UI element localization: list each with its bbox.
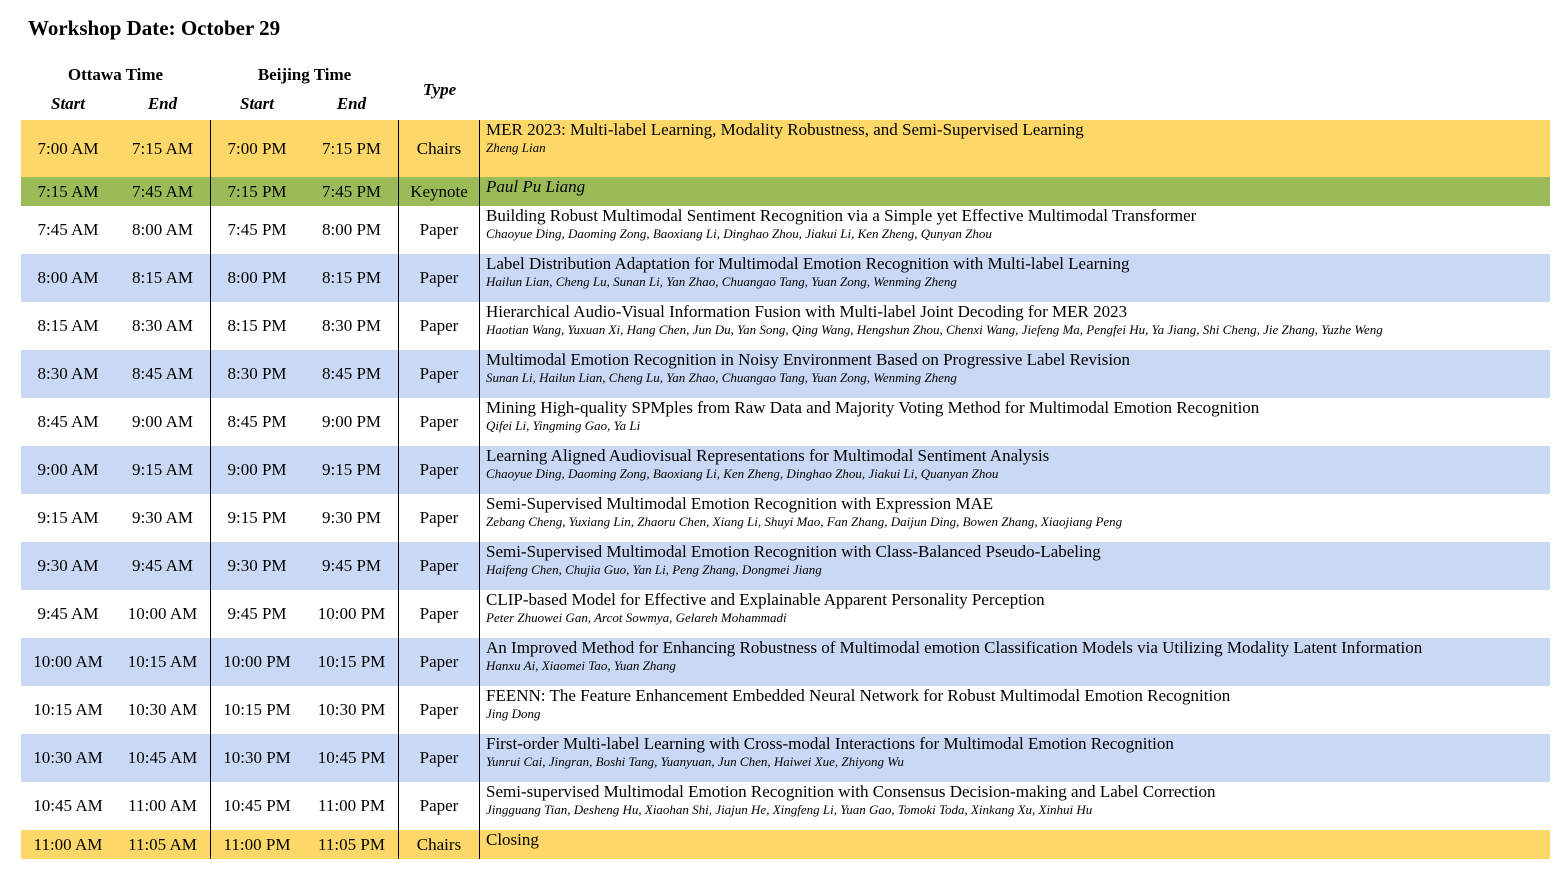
column-divider — [398, 120, 399, 859]
title-cell — [486, 398, 1550, 446]
beijing-start-cell: 10:30 PM — [223, 748, 291, 767]
title-cell — [486, 206, 1550, 254]
session-title: An Improved Method for Enhancing Robustness of Multimodal emotion Classification Models via Utilizing Modality Latent Information — [486, 638, 1423, 657]
session-title: First-order Multi-label Learning with Cross-modal Interactions for Multimodal Emotion Recognition — [486, 734, 1174, 753]
table-row — [21, 177, 1550, 206]
type-cell: Paper — [419, 796, 459, 815]
ottawa-end-cell: 9:00 AM — [132, 412, 193, 431]
type-cell: Keynote — [410, 181, 468, 201]
ottawa-end-cell: 9:30 AM — [132, 508, 193, 527]
ottawa-end-cell: 10:00 AM — [127, 604, 198, 623]
ottawa-time-header: Ottawa Time — [67, 65, 164, 84]
type-header: Type — [422, 80, 457, 99]
beijing-end-cell: 8:45 PM — [321, 364, 382, 383]
ottawa-start-cell: 9:45 AM — [37, 604, 99, 623]
table-row — [21, 638, 1550, 686]
type-cell: Paper — [419, 460, 459, 479]
type-cell: Paper — [419, 412, 459, 431]
ottawa-end-cell: 7:15 AM — [132, 138, 193, 158]
table-row — [21, 120, 1550, 177]
session-title: Building Robust Multimodal Sentiment Recognition via a Simple yet Effective Multimodal Transformer — [486, 206, 1197, 225]
ottawa-end-cell: 11:05 AM — [128, 834, 197, 854]
session-authors: Haotian Wang, Yuxuan Xi, Hang Chen, Jun Du, Yan Song, Qing Wang, Hengshun Zhou, Chenxi Wang, Jiefeng Ma, Pengfei Hu, Ya Jiang, Shi Cheng, Jie Zhang, Yuzhe Weng — [486, 322, 1383, 337]
ottawa-end-cell: 10:45 AM — [127, 748, 198, 767]
ottawa-start-cell: 10:30 AM — [33, 748, 103, 767]
session-authors: Hanxu Ai, Xiaomei Tao, Yuan Zhang — [486, 658, 676, 673]
page-title: Workshop Date: October 29 — [28, 16, 281, 40]
beijing-end-cell: 9:00 PM — [321, 412, 382, 431]
ottawa-start-cell: 10:45 AM — [33, 796, 103, 815]
ottawa-end-cell: 8:30 AM — [132, 316, 193, 335]
ottawa-start-cell: 9:30 AM — [37, 556, 99, 575]
beijing-start-cell: 10:00 PM — [223, 652, 291, 671]
table-row — [21, 782, 1550, 830]
beijing-start-cell: 9:15 PM — [227, 508, 287, 527]
table-row — [21, 350, 1550, 398]
table-row — [21, 734, 1550, 782]
beijing-end-cell: 10:15 PM — [317, 652, 386, 671]
title-cell — [486, 177, 1550, 206]
table-row — [21, 494, 1550, 542]
beijing-start-cell: 7:45 PM — [227, 220, 287, 239]
ottawa-start-cell: 7:45 AM — [37, 220, 99, 239]
ottawa-end-cell: 11:00 AM — [128, 796, 197, 815]
title-cell — [486, 446, 1550, 494]
ottawa-start-cell: 8:15 AM — [37, 316, 99, 335]
type-cell: Paper — [419, 748, 459, 767]
beijing-end-cell: 9:30 PM — [321, 508, 382, 527]
ottawa-start-cell: 8:30 AM — [37, 364, 99, 383]
session-authors: Zheng Lian — [486, 140, 546, 155]
ottawa-end-cell: 9:15 AM — [132, 460, 193, 479]
type-cell: Paper — [419, 508, 459, 527]
type-cell: Chairs — [416, 138, 462, 158]
beijing-end-cell: 11:05 PM — [318, 834, 385, 854]
title-cell — [486, 254, 1550, 302]
table-row — [21, 446, 1550, 494]
ottawa-start-cell: 8:00 AM — [37, 268, 99, 287]
beijing-time-header: Beijing Time — [257, 65, 352, 84]
table-row — [21, 686, 1550, 734]
session-title: Hierarchical Audio-Visual Information Fusion with Multi-label Joint Decoding for MER 2023 — [486, 302, 1128, 321]
title-cell — [486, 830, 1550, 859]
beijing-start-cell: 9:45 PM — [227, 604, 287, 623]
session-title: Multimodal Emotion Recognition in Noisy Environment Based on Progressive Label Revision — [486, 350, 1131, 369]
table-row — [21, 830, 1550, 859]
ottawa-start-cell: 10:00 AM — [33, 652, 103, 671]
session-title: Label Distribution Adaptation for Multimodal Emotion Recognition with Multi-label Learning — [486, 254, 1130, 273]
ottawa-start-cell: 9:00 AM — [37, 460, 99, 479]
beijing-start-cell: 11:00 PM — [223, 834, 291, 854]
beijing-start-cell: 9:30 PM — [227, 556, 287, 575]
beijing-end-cell: 8:00 PM — [321, 220, 382, 239]
title-cell — [486, 734, 1550, 782]
ottawa-start-header: Start — [50, 94, 86, 113]
type-cell: Paper — [419, 268, 459, 287]
title-cell — [486, 590, 1550, 638]
title-cell — [486, 542, 1550, 590]
beijing-start-cell: 7:00 PM — [227, 138, 287, 158]
session-title: Semi-Supervised Multimodal Emotion Recognition with Expression MAE — [486, 494, 994, 513]
beijing-end-cell: 7:15 PM — [321, 138, 382, 158]
beijing-end-header: End — [336, 94, 367, 113]
session-title: Closing — [486, 830, 539, 849]
table-row — [21, 302, 1550, 350]
table-row — [21, 542, 1550, 590]
ottawa-end-cell: 10:30 AM — [127, 700, 198, 719]
title-cell — [486, 638, 1550, 686]
session-title: Semi-supervised Multimodal Emotion Recognition with Consensus Decision-making and Label Correction — [486, 782, 1216, 801]
beijing-end-cell: 10:30 PM — [317, 700, 386, 719]
title-cell — [486, 302, 1550, 350]
table-row — [21, 206, 1550, 254]
beijing-end-cell: 9:15 PM — [321, 460, 382, 479]
schedule-table — [21, 120, 1550, 859]
beijing-start-cell: 10:15 PM — [223, 700, 291, 719]
ottawa-start-cell: 7:15 AM — [37, 181, 99, 201]
column-divider — [210, 120, 211, 859]
session-title: Paul Pu Liang — [486, 177, 586, 196]
session-authors: Yunrui Cai, Jingran, Boshi Tang, Yuanyuan, Jun Chen, Haiwei Xue, Zhiyong Wu — [486, 754, 904, 769]
ottawa-start-cell: 10:15 AM — [33, 700, 103, 719]
ottawa-end-header: End — [147, 94, 178, 113]
session-title: Mining High-quality SPMples from Raw Data and Majority Voting Method for Multimodal Emotion Recognition — [486, 398, 1260, 417]
type-cell: Paper — [419, 556, 459, 575]
beijing-start-cell: 10:45 PM — [223, 796, 291, 815]
beijing-start-cell: 9:00 PM — [227, 460, 287, 479]
type-cell: Paper — [419, 220, 459, 239]
beijing-start-cell: 7:15 PM — [227, 181, 287, 201]
beijing-end-cell: 10:00 PM — [317, 604, 386, 623]
table-row — [21, 590, 1550, 638]
ottawa-start-cell: 9:15 AM — [37, 508, 99, 527]
beijing-end-cell: 10:45 PM — [317, 748, 386, 767]
session-title: Semi-Supervised Multimodal Emotion Recognition with Class-Balanced Pseudo-Labeling — [486, 542, 1101, 561]
ottawa-end-cell: 10:15 AM — [127, 652, 198, 671]
session-title: MER 2023: Multi-label Learning, Modality Robustness, and Semi-Supervised Learning — [486, 120, 1084, 139]
title-cell — [486, 686, 1550, 734]
ottawa-end-cell: 7:45 AM — [132, 181, 193, 201]
type-cell: Paper — [419, 316, 459, 335]
beijing-end-cell: 11:00 PM — [318, 796, 385, 815]
type-cell: Paper — [419, 700, 459, 719]
beijing-start-cell: 8:45 PM — [227, 412, 287, 431]
type-cell: Paper — [419, 652, 459, 671]
session-authors: Chaoyue Ding, Daoming Zong, Baoxiang Li, Ken Zheng, Dinghao Zhou, Jiakui Li, Quanyan Zhou — [486, 466, 999, 481]
ottawa-start-cell: 8:45 AM — [37, 412, 99, 431]
title-cell — [486, 494, 1550, 542]
session-authors: Hailun Lian, Cheng Lu, Sunan Li, Yan Zhao, Chuangao Tang, Yuan Zong, Wenming Zheng — [486, 274, 957, 289]
beijing-start-cell: 8:30 PM — [227, 364, 287, 383]
type-cell: Paper — [419, 364, 459, 383]
beijing-end-cell: 7:45 PM — [321, 181, 382, 201]
session-authors: Jingguang Tian, Desheng Hu, Xiaohan Shi, Jiajun He, Xingfeng Li, Yuan Gao, Tomoki Toda, Xinkang Xu, Xinhui Hu — [486, 802, 1093, 817]
table-row — [21, 398, 1550, 446]
session-authors: Jing Dong — [486, 706, 541, 721]
session-title: Learning Aligned Audiovisual Representations for Multimodal Sentiment Analysis — [486, 446, 1050, 465]
beijing-end-cell: 8:30 PM — [321, 316, 382, 335]
session-authors: Sunan Li, Hailun Lian, Cheng Lu, Yan Zhao, Chuangao Tang, Yuan Zong, Wenming Zheng — [486, 370, 957, 385]
session-authors: Qifei Li, Yingming Gao, Ya Li — [486, 418, 641, 433]
title-cell — [486, 782, 1550, 830]
beijing-start-header: Start — [239, 94, 275, 113]
ottawa-end-cell: 8:15 AM — [132, 268, 193, 287]
ottawa-start-cell: 7:00 AM — [37, 138, 99, 158]
beijing-end-cell: 9:45 PM — [321, 556, 382, 575]
session-authors: Haifeng Chen, Chujia Guo, Yan Li, Peng Zhang, Dongmei Jiang — [486, 562, 822, 577]
column-divider — [479, 120, 480, 859]
type-cell: Chairs — [416, 834, 462, 854]
ottawa-start-cell: 11:00 AM — [33, 834, 103, 854]
ottawa-end-cell: 8:45 AM — [132, 364, 193, 383]
title-cell — [486, 350, 1550, 398]
session-authors: Peter Zhuowei Gan, Arcot Sowmya, Gelareh Mohammadi — [486, 610, 787, 625]
ottawa-end-cell: 9:45 AM — [132, 556, 193, 575]
beijing-end-cell: 8:15 PM — [321, 268, 382, 287]
title-cell — [486, 120, 1550, 177]
beijing-start-cell: 8:00 PM — [227, 268, 287, 287]
table-row — [21, 254, 1550, 302]
session-title: FEENN: The Feature Enhancement Embedded Neural Network for Robust Multimodal Emotion Recognition — [486, 686, 1231, 705]
type-cell: Paper — [419, 604, 459, 623]
session-authors: Chaoyue Ding, Daoming Zong, Baoxiang Li, Dinghao Zhou, Jiakui Li, Ken Zheng, Qunyan Zhou — [486, 226, 992, 241]
beijing-start-cell: 8:15 PM — [227, 316, 287, 335]
ottawa-end-cell: 8:00 AM — [132, 220, 193, 239]
session-authors: Zebang Cheng, Yuxiang Lin, Zhaoru Chen, Xiang Li, Shuyi Mao, Fan Zhang, Daijun Ding, Bowen Zhang, Xiaojiang Peng — [486, 514, 1123, 529]
session-title: CLIP-based Model for Effective and Explainable Apparent Personality Perception — [486, 590, 1045, 609]
